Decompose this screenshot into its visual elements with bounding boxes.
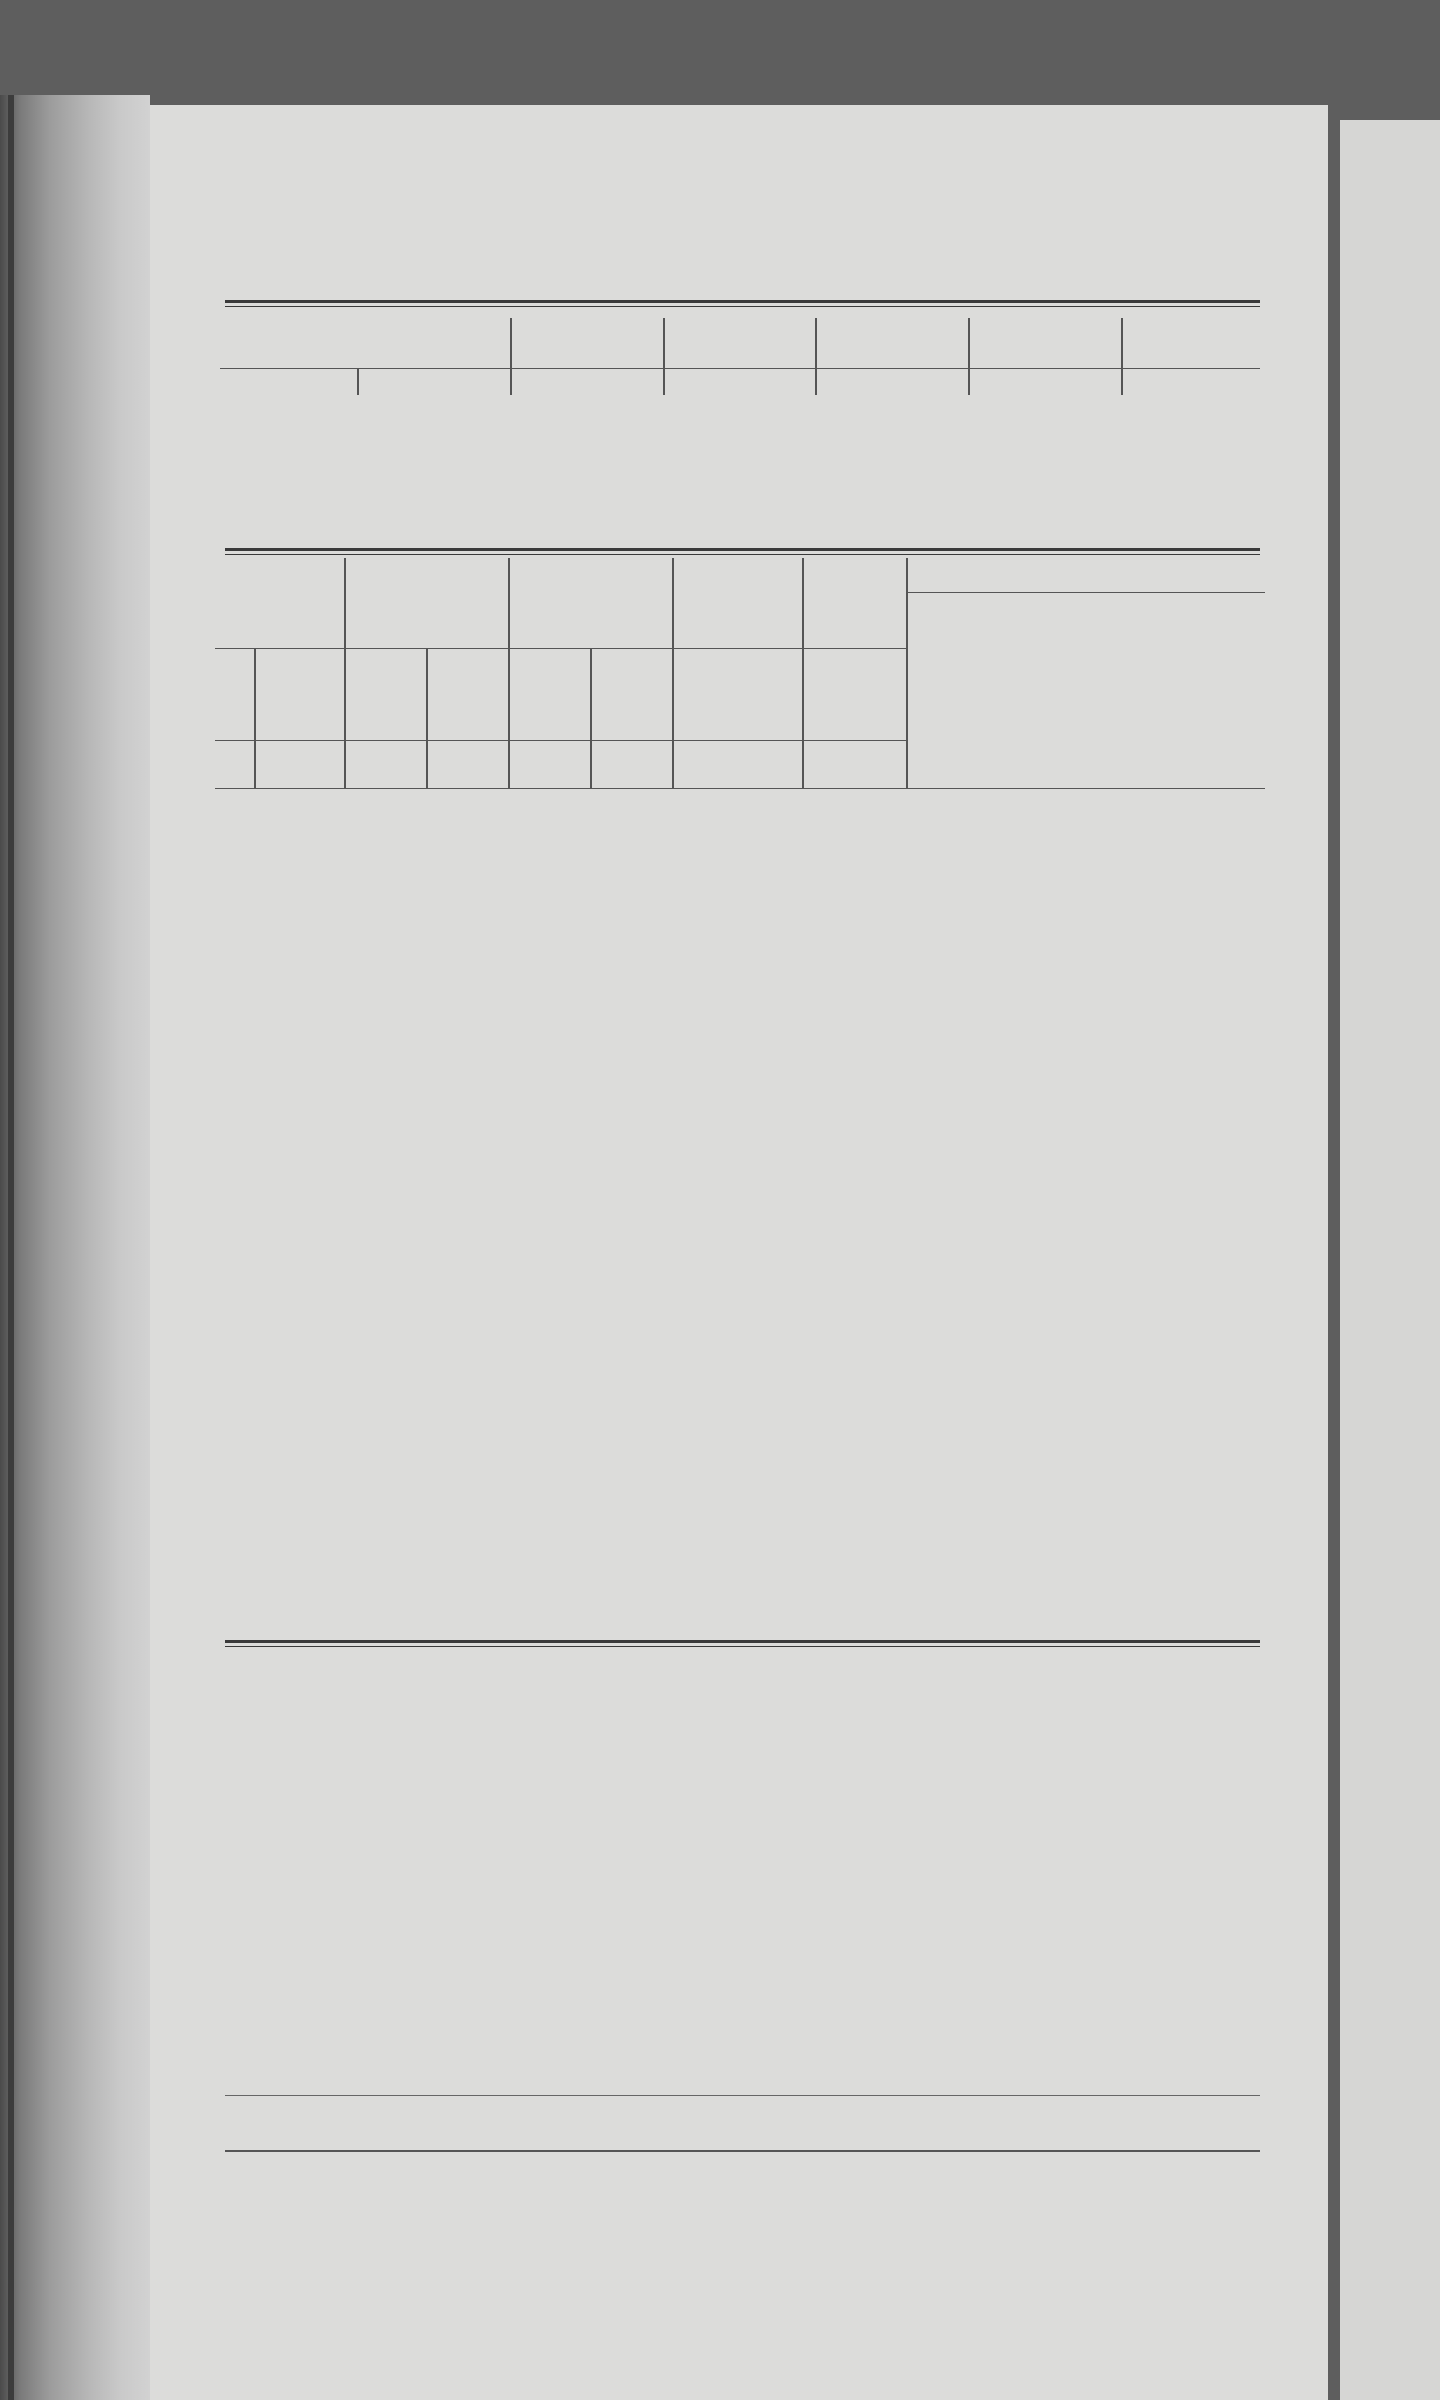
moon-phases-table <box>220 318 1260 395</box>
montreal-head <box>664 318 817 369</box>
hm-head <box>509 740 591 788</box>
hm-head <box>591 740 673 788</box>
meridian-head <box>908 558 1265 593</box>
double-rule <box>225 1640 1260 1647</box>
m-head <box>215 648 255 740</box>
days-head <box>215 558 345 648</box>
week-head <box>255 648 345 740</box>
footer-rule <box>225 2095 1260 2096</box>
sun-declination-head <box>673 558 803 648</box>
meridian-block <box>907 558 1265 740</box>
footer-rule <box>225 2150 1260 2152</box>
almanac-page <box>150 105 1328 2400</box>
unit-hm <box>969 369 1122 396</box>
sun-rises-head <box>509 648 591 740</box>
unit-hm <box>816 369 969 396</box>
degmin-head <box>673 740 803 788</box>
hm-head <box>427 740 509 788</box>
moon-head <box>803 558 907 648</box>
page-header <box>220 205 1270 265</box>
kingston-head <box>816 318 969 369</box>
unit-hm <box>1122 369 1260 396</box>
calendar-head <box>907 740 1265 788</box>
south-head <box>673 648 803 740</box>
unit-hm <box>664 369 817 396</box>
facing-page <box>1340 120 1440 2400</box>
hm-head <box>803 740 907 788</box>
book-spine <box>0 95 150 2400</box>
phases-col-head <box>220 318 511 369</box>
montreal-head <box>345 558 509 648</box>
rs-head <box>803 648 907 740</box>
sun-sets-head <box>591 648 673 740</box>
unit-hm <box>511 369 664 396</box>
toronto-head <box>969 318 1122 369</box>
london-head <box>1122 318 1260 369</box>
double-rule <box>225 548 1260 555</box>
toronto-head <box>509 558 673 648</box>
sun-rises-head <box>345 648 427 740</box>
quebec-head <box>511 318 664 369</box>
double-rule <box>225 300 1260 307</box>
unit-d <box>358 369 511 396</box>
calendar-table <box>215 558 1265 789</box>
hm-head <box>345 740 427 788</box>
sun-sets-head <box>427 648 509 740</box>
